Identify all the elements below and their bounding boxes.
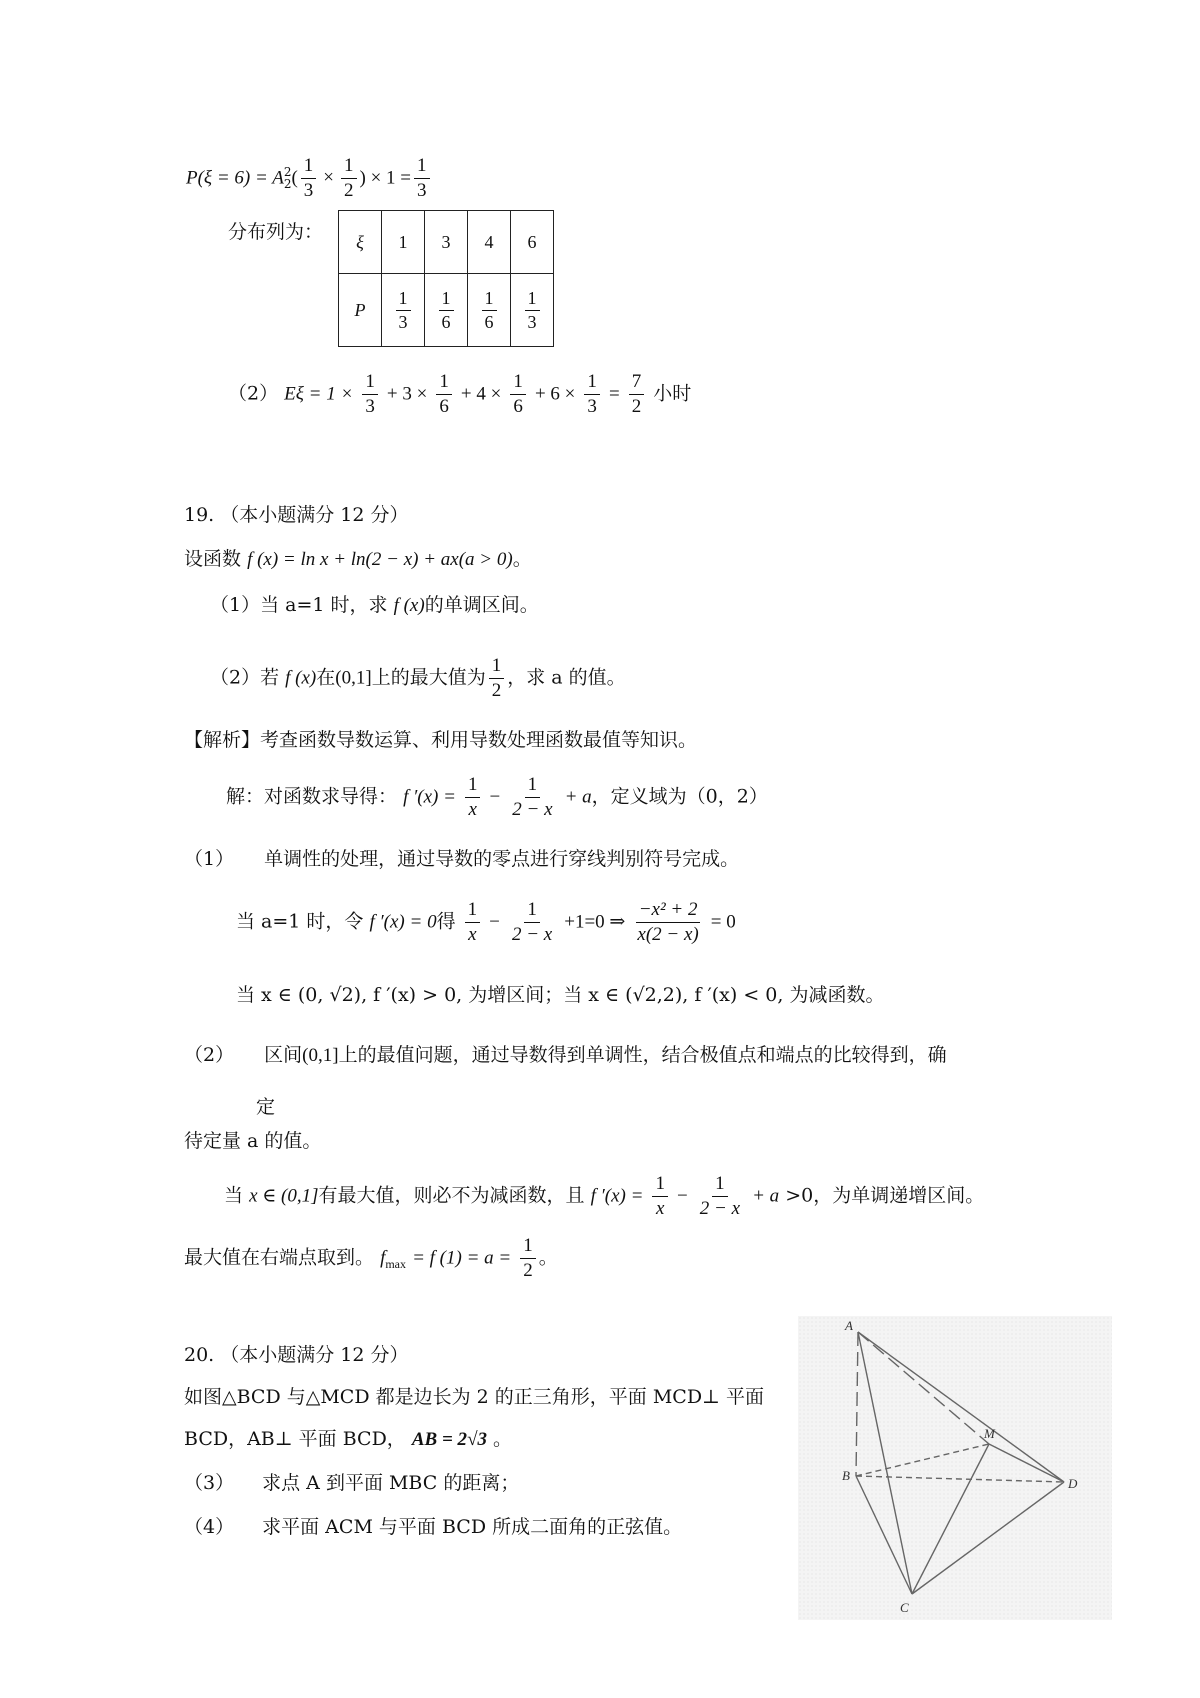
fraction <box>652 1174 668 1219</box>
denominator: 6 <box>441 311 451 332</box>
denominator: 2 <box>344 179 354 201</box>
fraction <box>414 156 430 201</box>
fraction <box>465 775 481 820</box>
numerator: 1 <box>525 775 541 798</box>
text: 求平面 ACM 与平面 BCD 所成二面角的正弦值。 <box>262 1516 683 1538</box>
operator: + 3 × <box>386 383 428 405</box>
fraction <box>525 289 540 332</box>
vertex-label-b: B <box>842 1468 850 1483</box>
table-row <box>339 274 554 347</box>
numerator: 1 <box>301 156 317 179</box>
text: 。 <box>512 548 532 570</box>
item-label: （1） <box>184 848 235 870</box>
equation: = f (1) = a = <box>412 1247 512 1269</box>
edge-md <box>989 1444 1064 1482</box>
numerator: 1 <box>510 372 526 395</box>
denominator: 6 <box>439 395 449 417</box>
derivative-lhs: f ′(x) = <box>590 1185 644 1207</box>
item-label: （2） <box>184 1044 235 1066</box>
operator: − <box>489 911 500 933</box>
operator: − <box>489 786 501 808</box>
table-cell: 6 <box>511 211 554 274</box>
edge-bm <box>856 1444 989 1476</box>
text: 当 <box>224 1184 244 1207</box>
subscript: max <box>385 1257 407 1272</box>
text: 的单调区间。 <box>424 594 539 616</box>
paren-open: ( <box>291 167 298 189</box>
fraction <box>436 372 452 417</box>
fraction <box>510 372 526 417</box>
q20-line1: 如图△BCD 与△MCD 都是边长为 2 的正三角形，平面 MCD⊥ 平面 <box>184 1386 764 1408</box>
q19-step2-wrap: 定 <box>256 1096 276 1118</box>
edge-bd <box>856 1476 1064 1482</box>
table-cell: 1 <box>382 211 425 274</box>
operator: +1=0 ⇒ <box>564 911 626 933</box>
numerator: 1 <box>489 656 505 679</box>
table-cell <box>468 274 511 347</box>
fraction <box>520 1236 536 1281</box>
vertex-label-m: M <box>984 1426 995 1441</box>
arrangement-sup: 2 <box>283 165 292 180</box>
denominator: 2 − x <box>511 923 553 945</box>
fraction <box>439 289 454 332</box>
q19-setup <box>184 544 532 571</box>
fraction <box>629 372 645 417</box>
denominator: 2 <box>491 679 502 701</box>
fraction <box>362 372 378 417</box>
item-label: （3） <box>184 1472 235 1494</box>
geometry-figure <box>798 1316 1112 1620</box>
q20-heading: 20. （本小题满分 12 分） <box>184 1344 409 1366</box>
text: （1）当 a=1 时，求 <box>210 594 388 616</box>
expectation-formula <box>228 372 691 417</box>
fraction <box>634 900 701 945</box>
times-sign: × <box>323 167 334 189</box>
fraction <box>509 775 555 820</box>
denominator: 2 − x <box>512 798 553 820</box>
denominator: x <box>656 1197 665 1219</box>
denominator: 3 <box>417 179 427 201</box>
derivative-lhs: f ′(x) = <box>403 786 456 808</box>
text: （2）若 <box>210 666 280 689</box>
denominator: 2 − x <box>699 1197 741 1219</box>
numerator: 1 <box>465 900 481 923</box>
q20-line2 <box>184 1424 512 1451</box>
table-cell <box>511 274 554 347</box>
denominator: 6 <box>484 311 494 332</box>
item-label: （4） <box>184 1516 235 1538</box>
function-symbol: f (x) <box>393 595 425 616</box>
numerator: 1 <box>652 1174 668 1197</box>
numerator: 1 <box>341 156 357 179</box>
denominator: 3 <box>303 179 314 201</box>
denominator: 3 <box>365 395 375 417</box>
text: 上的最值问题，通过导数得到单调性，结合极值点和端点的比较得到，确 <box>338 1044 947 1066</box>
q19-part1 <box>210 590 539 617</box>
q20-item3 <box>184 1468 519 1495</box>
vertex-label-a: A <box>845 1318 853 1333</box>
q19-step2-max <box>184 1236 558 1281</box>
numerator: 1 <box>584 372 600 395</box>
fraction <box>697 1174 743 1219</box>
operator: + a <box>564 786 592 808</box>
denominator: 3 <box>398 311 408 332</box>
q19-part2 <box>210 656 626 701</box>
text: >0，为单调递增区间。 <box>785 1184 985 1207</box>
operator: + a <box>752 1185 780 1207</box>
numerator: 1 <box>482 289 497 311</box>
text: 最大值在右端点取到。 <box>184 1246 375 1269</box>
text: 。 <box>538 1246 558 1269</box>
formula-mid: ) × 1 = <box>359 167 412 189</box>
denominator: 2 <box>523 1259 533 1281</box>
operator: + 6 × <box>534 383 576 405</box>
text: 上的最大值为 <box>371 666 486 689</box>
table-header-xi: ξ <box>339 211 382 274</box>
formula-lhs: P(ξ = 6) = A <box>186 167 284 189</box>
q19-step1-equation <box>236 900 736 945</box>
q19-step2 <box>184 1040 947 1067</box>
numerator: 1 <box>414 156 430 179</box>
denominator: x <box>468 923 477 945</box>
unit-label: 小时 <box>653 382 692 405</box>
table-row <box>339 211 554 274</box>
interval: (0,1] <box>335 667 372 689</box>
text: 设函数 <box>184 548 242 570</box>
edge-ab <box>856 1332 858 1476</box>
q19-solution-derivative <box>226 775 768 820</box>
vertex-label-c: C <box>900 1600 909 1615</box>
condition: x ∈ (0,1] <box>249 1185 319 1207</box>
probability-formula <box>186 156 433 201</box>
fraction <box>301 156 317 201</box>
edge-ad <box>858 1332 1064 1482</box>
denominator: 6 <box>513 395 523 417</box>
table-cell: 3 <box>425 211 468 274</box>
q19-step2-cont: 待定量 a 的值。 <box>184 1130 322 1152</box>
fraction <box>396 289 411 332</box>
denominator: 3 <box>587 395 597 417</box>
fraction <box>465 900 481 945</box>
text: 解：对函数求导得： <box>226 785 398 808</box>
operator: − <box>677 1185 688 1207</box>
denominator: 2 <box>631 395 642 417</box>
function-formula: f (x) = ln x + ln(2 − x) + ax(a > 0) <box>247 549 513 570</box>
text: 求点 A 到平面 MBC 的距离； <box>262 1472 520 1494</box>
tetrahedron-diagram <box>798 1316 1112 1620</box>
numerator: 1 <box>712 1174 728 1197</box>
numerator: 1 <box>439 289 454 311</box>
q20-item4 <box>184 1512 682 1539</box>
denominator: x(2 − x) <box>637 923 699 945</box>
interval: (0,1] <box>302 1045 339 1066</box>
operator: + 4 × <box>460 383 502 405</box>
item-label: （2） <box>228 382 279 405</box>
q19-heading: 19. （本小题满分 12 分） <box>184 504 409 526</box>
q19-step1-conclusion: 当 x ∈ (0, √2), f ′(x) > 0, 为增区间；当 x ∈ (√2,2), f ′(x) < 0, 为减函数。 <box>236 984 885 1006</box>
text: 在 <box>316 666 336 689</box>
numerator: 7 <box>629 372 645 395</box>
operator: = <box>608 383 620 405</box>
table-header-p: P <box>339 274 382 347</box>
table-cell <box>425 274 468 347</box>
table-cell: 4 <box>468 211 511 274</box>
text: 当 a=1 时，令 <box>236 910 364 933</box>
vertex-label-d: D <box>1068 1476 1078 1491</box>
formula: AB = 2√3 <box>411 1429 487 1450</box>
text: BCD，AB⊥ 平面 BCD， <box>184 1428 406 1450</box>
q19-step1 <box>184 844 739 871</box>
text: ，求 a 的值。 <box>507 666 626 689</box>
q19-analysis: 【解析】考查函数导数运算、利用导数处理函数最值等知识。 <box>184 729 698 751</box>
edge-cd <box>912 1482 1064 1594</box>
fraction <box>489 656 505 701</box>
function-symbol: f (x) <box>285 667 317 689</box>
fraction <box>482 289 497 332</box>
numerator: 1 <box>520 1236 536 1259</box>
function-symbol: f <box>380 1247 386 1269</box>
text: 区间 <box>264 1044 303 1066</box>
distribution-table <box>338 210 554 347</box>
operator: = 0 <box>710 911 736 933</box>
numerator: 1 <box>436 372 452 395</box>
fraction <box>584 372 600 417</box>
text: 单调性的处理，通过导数的零点进行穿线判别符号完成。 <box>264 848 740 870</box>
edge-bc <box>856 1476 912 1594</box>
numerator: 1 <box>524 900 540 923</box>
denominator: x <box>468 798 477 820</box>
numerator: −x² + 2 <box>636 900 701 923</box>
text: 有最大值，则必不为减函数，且 <box>318 1184 585 1207</box>
edge-cm <box>912 1444 989 1594</box>
numerator: 1 <box>362 372 378 395</box>
formula-lhs: Eξ = 1 × <box>284 383 354 405</box>
text: 得 <box>436 910 456 933</box>
text: 。 <box>493 1428 513 1450</box>
fraction <box>341 156 357 201</box>
numerator: 1 <box>525 289 540 311</box>
numerator: 1 <box>396 289 411 311</box>
distribution-label: 分布列为： <box>228 221 324 243</box>
denominator: 3 <box>527 311 537 332</box>
table-cell <box>382 274 425 347</box>
q19-step2-condition <box>224 1174 984 1219</box>
equation: f ′(x) = 0 <box>369 911 437 933</box>
arrangement-sub: 2 <box>283 177 292 192</box>
text: ，定义域为（0，2） <box>591 785 768 808</box>
fraction <box>509 900 555 945</box>
numerator: 1 <box>465 775 481 798</box>
